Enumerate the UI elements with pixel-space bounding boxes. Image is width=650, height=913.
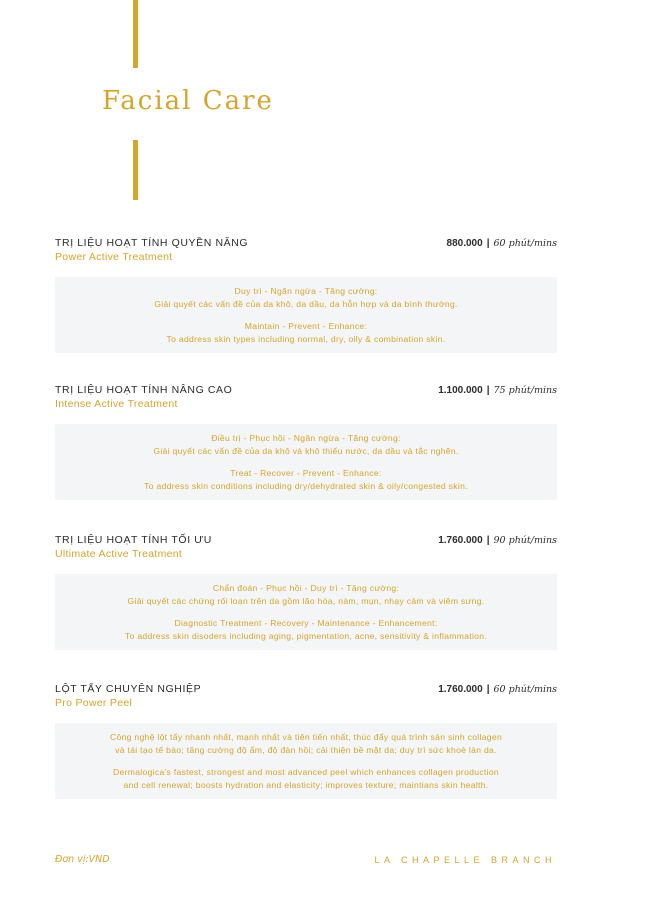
desc-en-line-2: To address skin types including normal, dry, oily & combination skin. <box>166 333 446 344</box>
service-duration: 75 phút/mins <box>493 385 557 396</box>
price-amount: 1.760.000 <box>438 535 483 546</box>
service-description <box>55 723 557 799</box>
service-name-vn: TRỊ LIỆU HOẠT TÍNH NÂNG CAO <box>55 384 233 396</box>
service-price <box>438 684 557 695</box>
branch-name: LA CHAPELLE BRANCH <box>374 855 556 865</box>
service-name-en: Pro Power Peel <box>55 697 133 709</box>
service-name-en: Ultimate Active Treatment <box>55 548 183 560</box>
service-name-vn: TRỊ LIỆU HOẠT TÍNH TỐI ƯU <box>55 534 212 546</box>
desc-vn-line-1: Duy trì - Ngăn ngừa - Tăng cường: <box>234 286 378 296</box>
desc-en-line-2: To address skin disoders including aging, pigmentation, acne, sensitivity & inflammation. <box>124 630 488 641</box>
page-title: Facial Care <box>102 86 274 116</box>
desc-en-line-1: Maintain - Prevent - Enhance: <box>244 321 368 331</box>
price-separator: | <box>486 684 490 695</box>
desc-vn-line-1: Chẩn đoán - Phục hồi - Duy trì - Tăng cường: <box>212 583 400 593</box>
decorative-bar-top <box>133 0 138 68</box>
desc-en-line-1: Treat - Recover - Prevent - Enhance: <box>230 468 382 478</box>
desc-vn-line-1: Điều trị - Phục hồi - Ngăn ngừa - Tăng cường: <box>211 433 401 443</box>
price-amount: 880.000 <box>446 238 483 249</box>
desc-en-line-1: Diagnostic Treatment - Recovery - Maintenance - Enhancement: <box>174 618 438 628</box>
service-pro-power-peel <box>55 683 557 799</box>
service-price <box>447 238 557 249</box>
price-amount: 1.760.000 <box>438 684 483 695</box>
currency-unit: Đơn vị:VND <box>55 854 110 865</box>
service-description <box>55 277 557 353</box>
service-description <box>55 424 557 500</box>
service-duration: 60 phút/mins <box>493 684 557 695</box>
service-intense-active <box>55 384 557 500</box>
service-header <box>55 534 557 546</box>
service-name-vn: TRỊ LIỆU HOẠT TÍNH QUYỀN NĂNG <box>55 237 249 249</box>
service-price <box>438 385 557 396</box>
service-header <box>55 384 557 396</box>
desc-en-line-2: To address skin conditions including dry/dehydrated skin & oily/congested skin. <box>144 480 468 491</box>
desc-en-line-2: and cell renewal; boosts hydration and elasticity; improves texture; maintians skin health. <box>123 779 489 790</box>
desc-en-line-1: Dermalogica's fastest, strongest and most advanced peel which enhances collagen production <box>113 767 499 777</box>
price-separator: | <box>486 385 490 396</box>
service-name-vn: LỘT TẨY CHUYÊN NGHIỆP <box>55 683 202 695</box>
service-name-en: Power Active Treatment <box>55 251 173 263</box>
desc-vn-line-2: Giải quyết các chứng rối loạn trên da gồm lão hóa, nám, mụn, nhạy cảm và viêm sưng. <box>127 595 485 606</box>
service-power-active <box>55 237 557 353</box>
service-duration: 90 phút/mins <box>493 535 557 546</box>
decorative-bar-bottom <box>133 140 138 200</box>
desc-vn-line-1: Công nghệ lột tẩy nhanh nhất, mạnh nhất và tiên tiến nhất, thúc đẩy quá trình sản sinh collagen <box>109 732 503 742</box>
desc-vn-line-2: Giải quyết các vấn đề của da khô, da dầu, da hỗn hợp và da bình thường. <box>154 298 458 309</box>
service-header <box>55 237 557 249</box>
price-separator: | <box>486 535 490 546</box>
price-separator: | <box>486 238 490 249</box>
service-price <box>438 535 557 546</box>
price-amount: 1.100.000 <box>438 385 483 396</box>
desc-vn-line-2: Giải quyết các vấn đề của da khô và khô thiếu nước, da dầu và tắc nghẽn. <box>153 445 459 456</box>
service-description <box>55 574 557 650</box>
service-name-en: Intense Active Treatment <box>55 398 178 410</box>
service-header <box>55 683 557 695</box>
desc-vn-line-2: và tái tạo tế bào; tăng cường độ ẩm, độ đàn hồi; cải thiện bề mặt da; duy trì sức khoẻ làn da. <box>115 744 497 755</box>
service-ultimate-active <box>55 534 557 650</box>
service-duration: 60 phút/mins <box>493 238 557 249</box>
